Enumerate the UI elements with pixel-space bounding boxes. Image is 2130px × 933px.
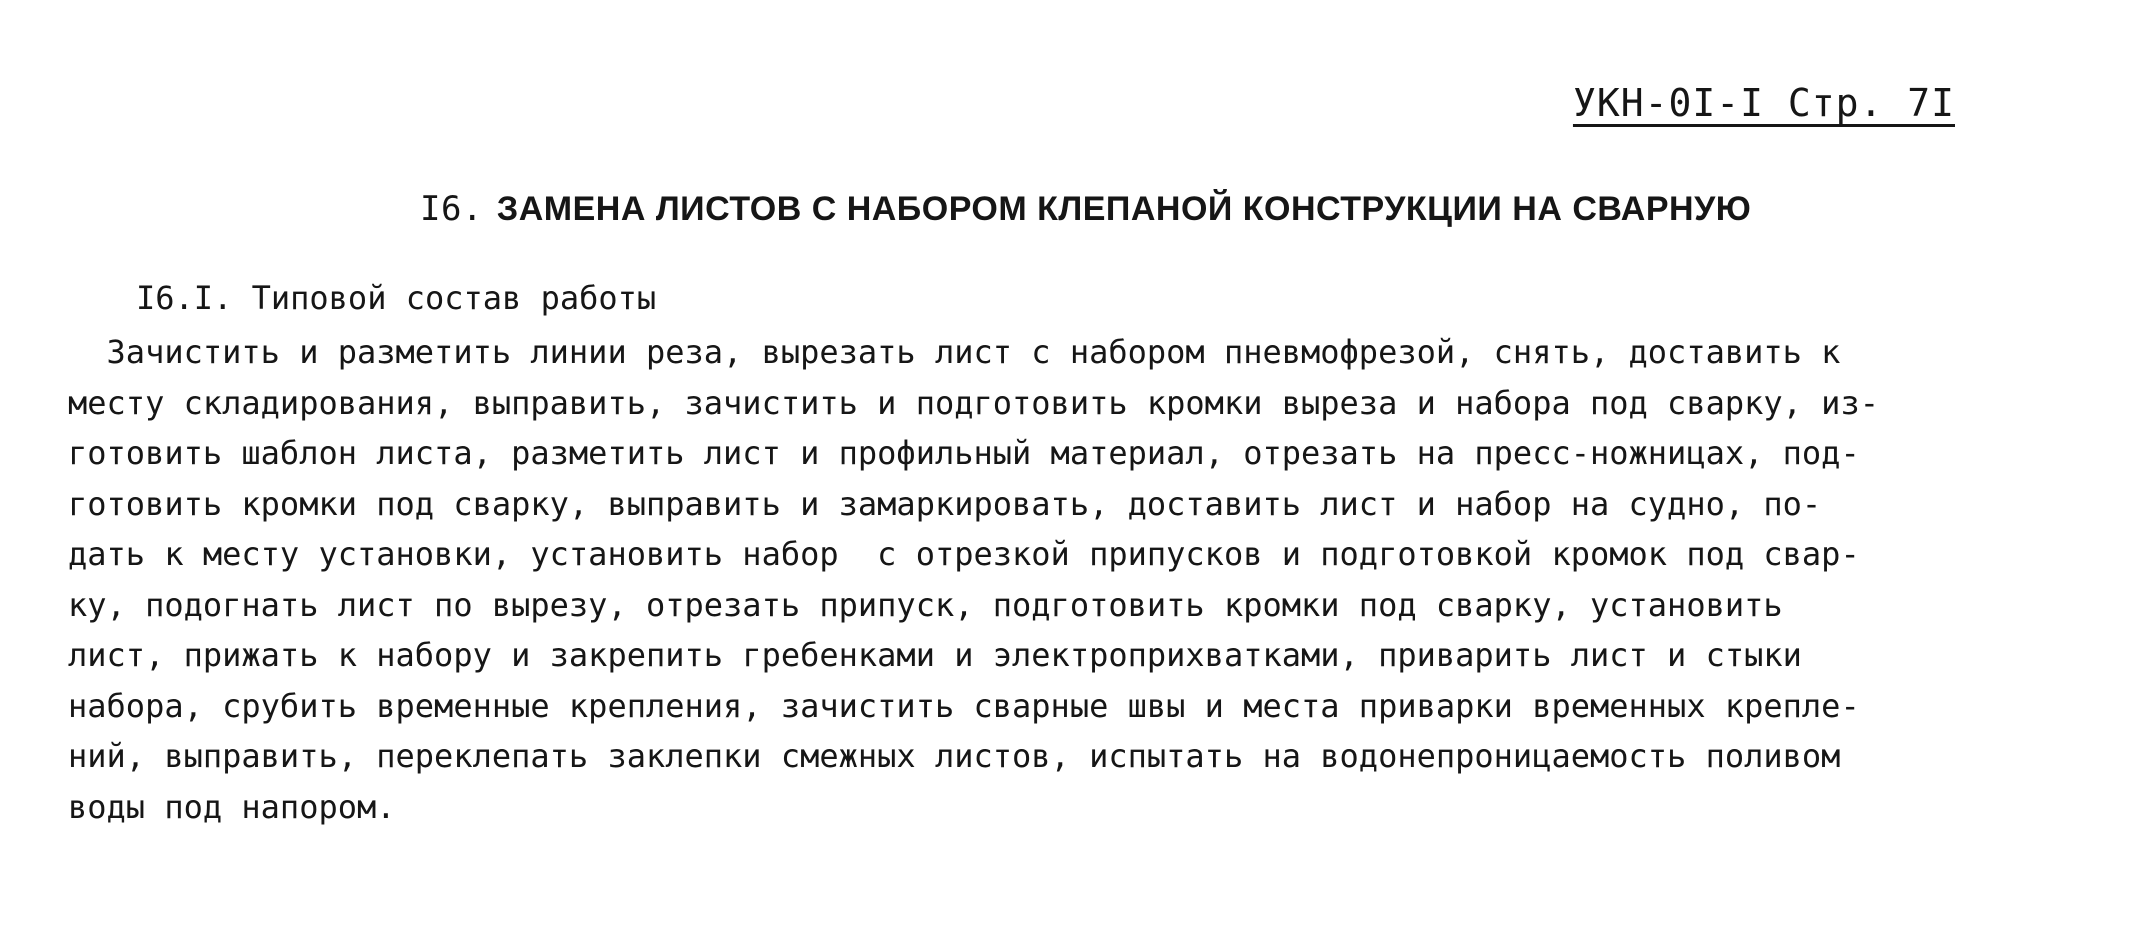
body-line: набора, срубить временные крепления, зачистить сварные швы и места приварки временных крепле- [68, 686, 1860, 725]
body-line: готовить кромки под сварку, выправить и замаркировать, доставить лист и набор на судно, по- [68, 484, 1822, 523]
body-line: ку, подогнать лист по вырезу, отрезать припуск, подготовить кромки под сварку, установить [68, 585, 1783, 624]
body-line: воды под напором. [68, 787, 396, 826]
body-line: ний, выправить, переклепать заклепки смежных листов, испытать на водонепроницаемость поливом [68, 737, 1841, 775]
body-line: дать к месту установки, установить набор с отрезкой припусков и подготовкой кромок под свар- [68, 535, 1860, 573]
body-line: готовить шаблон листа, разметить лист и профильный материал, отрезать на пресс-ножницах, под- [68, 434, 1860, 472]
page-header-doc-ref: УКН-0I-I Стр. 7I [1572, 81, 1955, 125]
section-title-text: ЗАМЕНА ЛИСТОВ С НАБОРОМ КЛЕПАНОЙ КОНСТРУКЦИИ НА СВАРНУЮ [496, 190, 1752, 228]
body-line: месту складирования, выправить, зачистить и подготовить кромки выреза и набора под сварку, из- [68, 383, 1879, 422]
body-line: Зачистить и разметить линии реза, вырезать лист с набором пневмофрезой, снять, доставить к [68, 333, 1841, 371]
body-paragraph [68, 327, 1988, 832]
subsection-title: I6.I. Типовой состав работы [136, 279, 657, 317]
section-number: I6. [420, 189, 483, 229]
section-title [420, 189, 1752, 229]
body-line: лист, прижать к набору и закрепить гребенками и электроприхватками, приварить лист и стыки [68, 636, 1802, 674]
